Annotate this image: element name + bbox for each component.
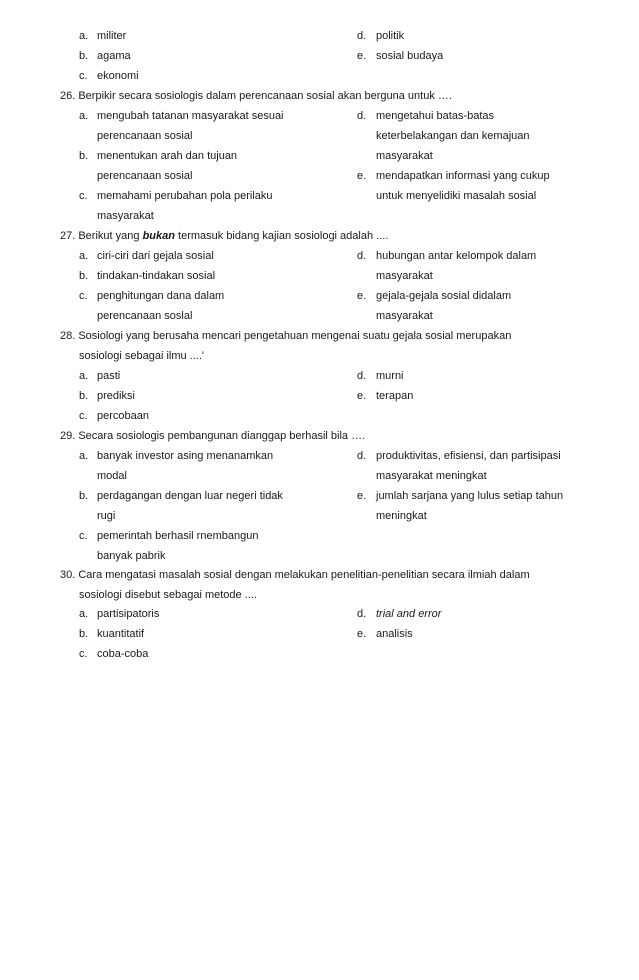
q27-option-c-label: c. [79,290,88,302]
q26-option-d-line3: masyarakat [376,150,433,162]
q26-option-d-line1: mengetahui batas-batas [376,110,495,122]
q29-option-d-line2: masyarakat meningkat [376,470,487,482]
q25-option-c: ekonomi [97,70,139,82]
q26-option-c-label: c. [79,190,88,202]
q29-option-c-label: c. [79,530,88,542]
q28-option-c-label: c. [79,410,88,422]
q29-option-d-line1: produktivitas, efisiensi, dan partisipasi [376,450,561,462]
q27-question-emphasis: bukan [142,230,175,242]
q26-option-c-line1: memahami perubahan pola perilaku [97,190,273,202]
q30-option-b-label: b. [79,628,89,640]
q29-question: 29. Secara sosiologis pembangunan dianggap berhasil bila …. [60,430,366,442]
q29-option-a-line1: banyak investor asing menanamkan [97,450,274,462]
q27-option-a: ciri-ciri dari gejala sosial [97,250,214,262]
q28-option-a-label: a. [79,370,89,382]
q28-option-b-label: b. [79,390,89,402]
q26-option-e-line1: mendapatkan informasi yang cukup [376,170,550,182]
q26-option-e-label: e. [357,170,367,182]
q28-option-e: terapan [376,390,414,402]
q27-option-b-label: b. [79,270,89,282]
q26-option-b-line2: perencanaan sosial [97,170,193,182]
q25-option-e: sosial budaya [376,50,444,62]
q26-option-a-line1: mengubah tatanan masyarakat sesuai [97,110,284,122]
q27-question-post: termasuk bidang kajian sosiologi adalah .... [174,230,389,242]
q26-option-a-label: a. [79,110,89,122]
q30-option-e-label: e. [357,628,367,640]
q28-option-c: percobaan [97,410,149,422]
q25-option-c-label: c. [79,70,88,82]
q28-option-a: pasti [97,370,121,382]
q25-option-b-label: b. [79,50,89,62]
q26-option-d-label: d. [357,110,367,122]
q26-option-e-line2: untuk menyelidiki masalah sosial [376,190,537,202]
q30-option-c-label: c. [79,648,88,660]
q29-option-e-line2: meningkat [376,510,427,522]
q30-option-d-label: d. [357,608,367,620]
q28-option-e-label: e. [357,390,367,402]
q25-option-b: agama [97,50,131,62]
q30-option-a: partisipatoris [97,608,160,620]
q27-option-a-label: a. [79,250,89,262]
q29-option-b-line1: perdagangan dengan luar negeri tidak [97,490,283,502]
q27-option-d-line1: hubungan antar kelompok dalam [376,250,537,262]
q26-option-d-line2: keterbelakangan dan kemajuan [376,130,530,142]
q30-question-line2: sosiologi disebut sebagai metode .... [79,589,257,601]
q29-option-d-label: d. [357,450,367,462]
q28-question-line2: sosiologi sebagai ilmu ....' [79,350,204,362]
q27-question [60,226,388,246]
q25-option-d-label: d. [357,30,367,42]
q27-option-c-line1: penghitungan dana dalam [97,290,225,302]
q28-option-b: prediksi [97,390,135,402]
q25-option-a-label: a. [79,30,89,42]
q30-option-b: kuantitatif [97,628,145,640]
q29-option-a-line2: modal [97,470,127,482]
q26-option-b-line1: menentukan arah dan tujuan [97,150,238,162]
q27-option-e-label: e. [357,290,367,302]
q29-option-b-label: b. [79,490,89,502]
q30-question-line1: 30. Cara mengatasi masalah sosial dengan melakukan penelitian-penelitian secara ilmiah dalam [60,569,530,581]
q28-option-d-label: d. [357,370,367,382]
q29-option-c-line2: banyak pabrik [97,550,166,562]
q26-option-c-line2: masyarakat [97,210,154,222]
q27-option-d-line2: masyarakat [376,270,433,282]
q27-question-pre: 27. Berikut yang [60,230,143,242]
q29-option-e-label: e. [357,490,367,502]
q25-option-d: politik [376,30,405,42]
q27-option-e-line2: masyarakat [376,310,433,322]
q26-option-b-label: b. [79,150,89,162]
q27-option-d-label: d. [357,250,367,262]
q26-option-a-line2: perencanaan sosial [97,130,193,142]
q29-option-e-line1: jumlah sarjana yang lulus setiap tahun [376,490,564,502]
q29-option-b-line2: rugi [97,510,116,522]
q30-option-c: coba-coba [97,648,149,660]
q27-option-c-line2: perencanaan soslal [97,310,193,322]
q30-option-e: analisis [376,628,413,640]
q28-question-line1: 28. Sosiologi yang berusaha mencari pengetahuan mengenai suatu gejala sosial merupakan [60,330,512,342]
q28-option-d: murni [376,370,404,382]
q30-option-a-label: a. [79,608,89,620]
q29-option-c-line1: pemerintah berhasil rnembangun [97,530,259,542]
q26-question: 26. Berpikir secara sosiologis dalam perencanaan sosial akan berguna untuk …. [60,90,452,102]
q25-option-e-label: e. [357,50,367,62]
q30-option-d: trial and error [376,608,442,620]
q29-option-a-label: a. [79,450,89,462]
q27-option-b: tindakan-tindakan sosial [97,270,216,282]
q25-option-a: militer [97,30,127,42]
q27-option-e-line1: gejala-gejala sosial didalam [376,290,512,302]
